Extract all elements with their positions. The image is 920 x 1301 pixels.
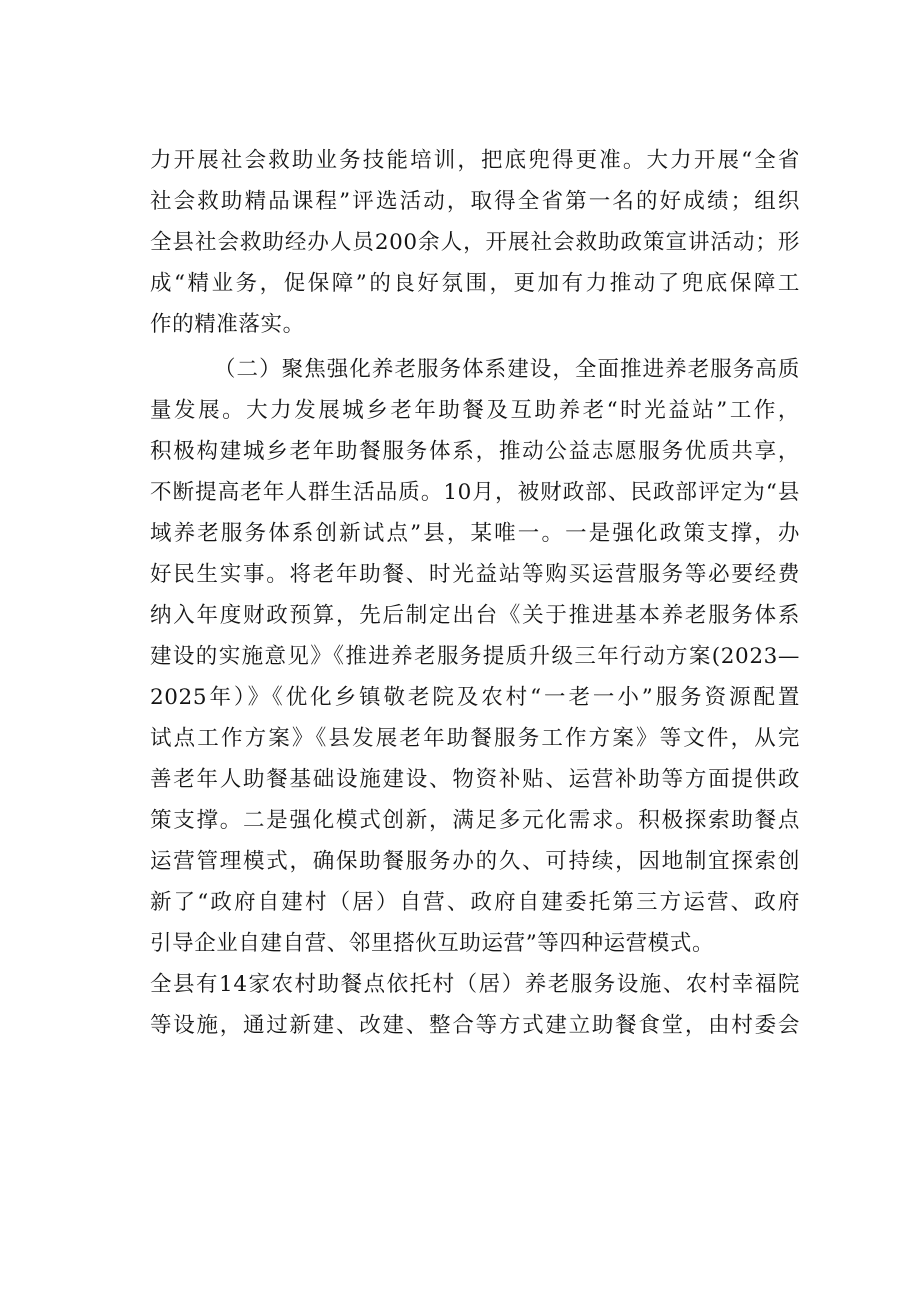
paragraph-line: 不断提高老年人群生活品质。10月，被财政部、民政部评定为“县 (150, 480, 800, 505)
paragraph-line: 成“精业务，促保障”的良好氛围，更加有力推动了兜底保障工 (150, 271, 800, 296)
paragraph-line: 全县有14家农村助餐点依托村（居）养老服务设施、农村幸福院 (150, 972, 800, 997)
section-heading-line: （二）聚焦强化养老服务体系建设，全面推进养老服务高质 (214, 357, 800, 382)
paragraph-line: 力开展社会救助业务技能培训，把底兜得更准。大力开展“全省 (150, 148, 800, 173)
paragraph-line: 纳入年度财政预算，先后制定出台《关于推进基本养老服务体系 (150, 603, 800, 628)
paragraph-line: 建设的实施意见》《推进养老服务提质升级三年行动方案(2023— (150, 644, 800, 669)
paragraph-line: 作的精准落实。 (150, 312, 305, 337)
paragraph-line: 积极构建城乡老年助餐服务体系，推动公益志愿服务优质共享， (150, 439, 800, 464)
paragraph-line: 域养老服务体系创新试点”县，某唯一。一是强化政策支撑，办 (150, 521, 800, 546)
paragraph-line: 运营管理模式，确保助餐服务办的久、可持续，因地制宜探索创 (150, 849, 800, 874)
paragraph-line: 试点工作方案》《县发展老年助餐服务工作方案》等文件，从完 (150, 726, 800, 751)
paragraph-line: 2025年）》《优化乡镇敬老院及农村“一老一小”服务资源配置 (150, 685, 800, 710)
paragraph-line: 策支撑。二是强化模式创新，满足多元化需求。积极探索助餐点 (150, 808, 800, 833)
paragraph-meal-points (150, 964, 800, 1046)
paragraph-line: 善老年人助餐基础设施建设、物资补贴、运营补助等方面提供政 (150, 767, 800, 792)
paragraph-line: 等设施，通过新建、改建、整合等方式建立助餐食堂，由村委会 (150, 1013, 800, 1038)
paragraph-elderly-care-system (150, 349, 800, 964)
paragraph-line: 全县社会救助经办人员200余人，开展社会救助政策宣讲活动；形 (150, 230, 800, 255)
paragraph-line: 社会救助精品课程”评选活动，取得全省第一名的好成绩；组织 (150, 189, 800, 214)
paragraph-line: 好民生实事。将老年助餐、时光益站等购买运营服务等必要经费 (150, 562, 800, 587)
paragraph-line: 量发展。大力发展城乡老年助餐及互助养老“时光益站”工作， (150, 398, 800, 423)
paragraph-social-assistance (150, 140, 800, 345)
paragraph-line: 引导企业自建自营、邻里搭伙互助运营”等四种运营模式。 (150, 931, 715, 956)
document-body (150, 140, 800, 1046)
paragraph-line: 新了“政府自建村（居）自营、政府自建委托第三方运营、政府 (150, 890, 800, 915)
